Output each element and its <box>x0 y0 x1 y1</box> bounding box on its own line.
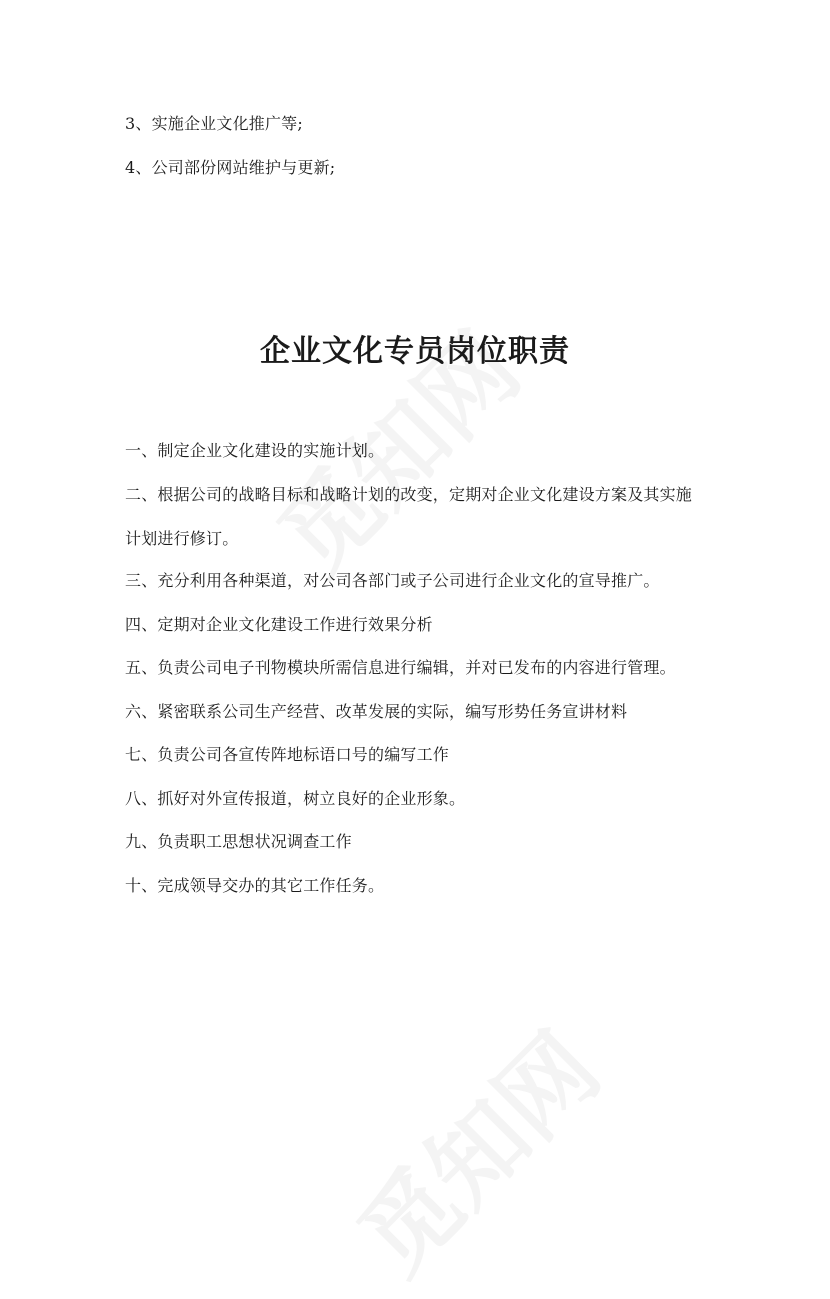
duty-item-8: 八、抓好对外宣传报道，树立良好的企业形象。 <box>125 789 466 808</box>
duty-item-9: 九、负责职工思想状况调查工作 <box>125 832 352 851</box>
duty-item-2: 二、根据公司的战略目标和战略计划的改变，定期对企业文化建设方案及其实施 <box>125 485 693 504</box>
duty-item-7: 七、负责公司各宣传阵地标语口号的编写工作 <box>125 745 450 764</box>
duty-item-4: 四、定期对企业文化建设工作进行效果分析 <box>125 615 433 634</box>
pre-list-item-4: 4、公司部份网站维护与更新; <box>125 158 336 177</box>
page-title: 企业文化专员岗位职责 <box>260 334 570 369</box>
duty-item-1: 一、制定企业文化建设的实施计划。 <box>125 441 385 460</box>
duty-item-3: 三、充分利用各种渠道，对公司各部门或子公司进行企业文化的宣导推广。 <box>125 571 660 590</box>
duty-item-10: 十、完成领导交办的其它工作任务。 <box>125 876 385 895</box>
duty-item-2-continued: 计划进行修订。 <box>125 529 239 548</box>
pre-list-item-3: 3、实施企业文化推广等; <box>125 114 303 133</box>
watermark-bottom <box>324 998 625 1299</box>
duty-item-5: 五、负责公司电子刊物模块所需信息进行编辑，并对已发布的内容进行管理。 <box>125 658 676 677</box>
duty-item-6: 六、紧密联系公司生产经营、改革发展的实际，编写形势任务宣讲材料 <box>125 702 628 721</box>
